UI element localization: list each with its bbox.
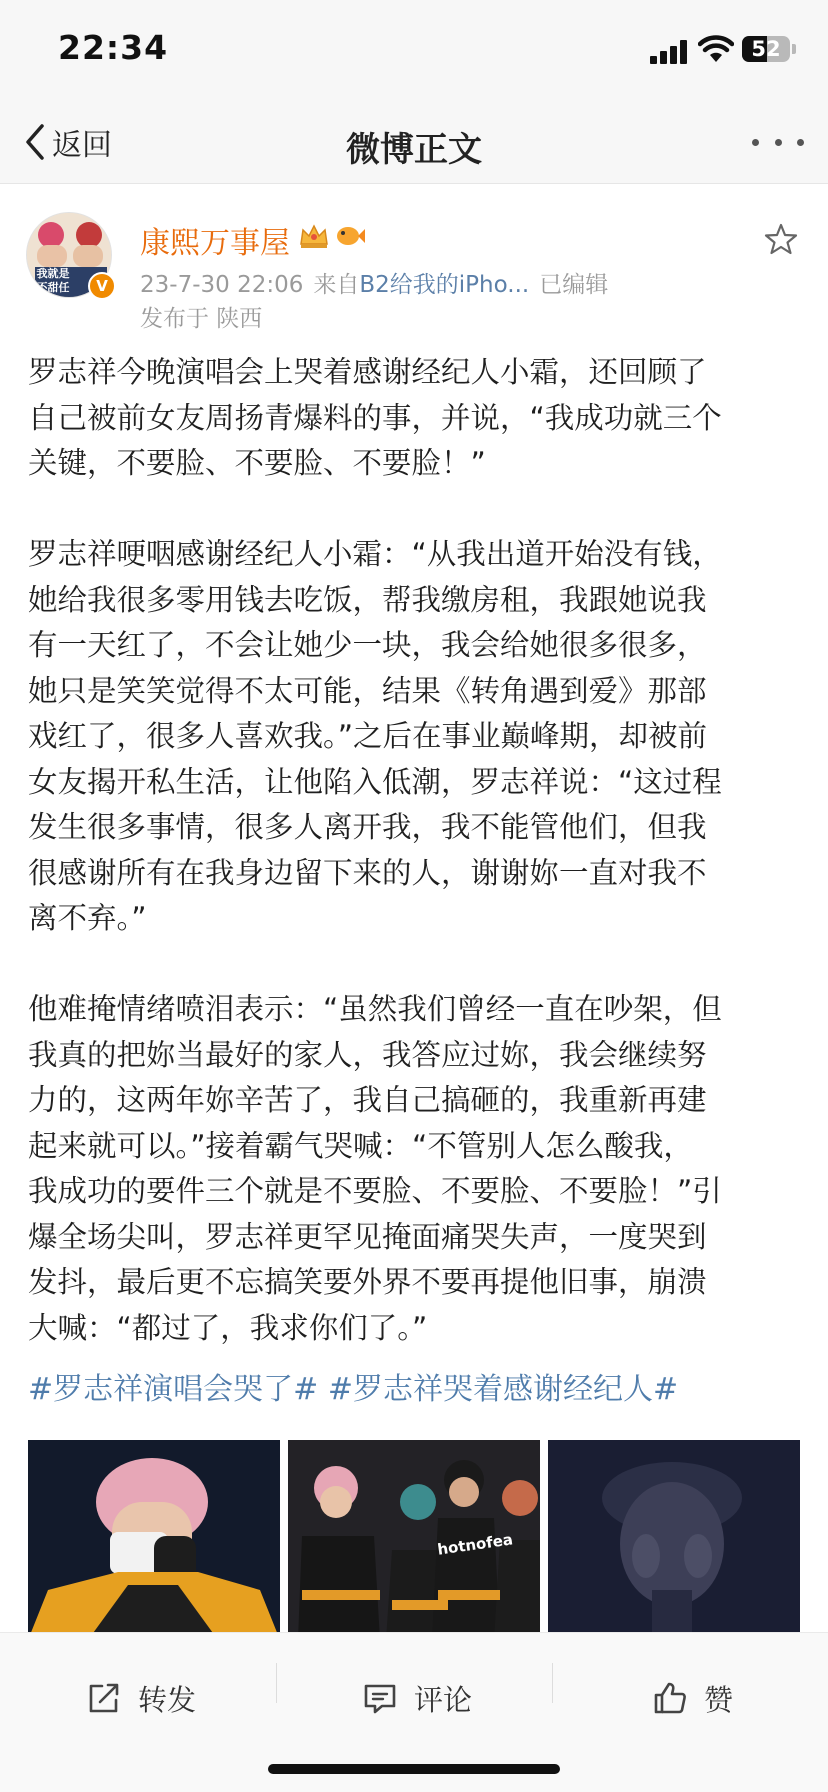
comment-label: 评论 <box>414 1682 473 1717</box>
like-label: 赞 <box>704 1682 734 1717</box>
more-dot <box>775 139 782 146</box>
repost-button[interactable] <box>86 1675 196 1721</box>
hashtags <box>28 1364 678 1408</box>
status-bar <box>0 0 828 100</box>
text-line: 发抖，最后更不忘搞笑要外界不要再提他旧事，崩溃 <box>28 1265 707 1299</box>
crown-icon[interactable] <box>298 222 330 250</box>
more-icon[interactable] <box>752 128 804 156</box>
text-line: 女友揭开私生活，让他陷入低潮，罗志祥说：“这过程 <box>28 764 722 799</box>
edited-label[interactable]: 已编辑 <box>539 272 609 298</box>
home-indicator[interactable] <box>268 1764 560 1774</box>
text-line: 力的，这两年妳辛苦了，我自己搞砸的，我重新再建 <box>28 1083 707 1117</box>
page-title: 微博正文 <box>346 130 482 170</box>
jersey-text: hotnofea <box>436 1530 514 1559</box>
comment-button[interactable] <box>362 1675 472 1721</box>
repost-icon <box>86 1680 122 1716</box>
post-meta <box>140 266 608 299</box>
battery-tip <box>792 44 796 54</box>
text-line: 发生很多事情，很多人离开我，我不能管他们，但我 <box>28 810 707 844</box>
text-line: 自己被前女友周扬青爆料的事，并说，“我成功就三个 <box>28 400 722 435</box>
post-text <box>28 350 804 1351</box>
text-line: 我成功的要件三个就是不要脸、不要脸、不要脸！”引 <box>28 1174 722 1208</box>
text-line: 很感谢所有在我身边留下来的人，谢谢妳一直对我不 <box>28 855 707 890</box>
post-image-2[interactable] <box>288 1440 540 1640</box>
photo-crying-singer <box>28 1440 280 1640</box>
like-icon <box>652 1680 688 1716</box>
text-line: 她给我很多零用钱去吃饭，帮我缴房租，我跟她说我 <box>28 582 707 617</box>
back-label: 返回 <box>52 128 112 163</box>
fish-icon[interactable] <box>334 222 366 250</box>
hashtag-link[interactable]: #罗志祥哭着感谢经纪人# <box>327 1372 679 1407</box>
star-icon[interactable] <box>764 222 798 256</box>
post-location: 发布于 陕西 <box>140 306 263 332</box>
photo-close-up <box>548 1440 800 1640</box>
like-button[interactable] <box>652 1675 733 1721</box>
post-image-1[interactable] <box>28 1440 280 1640</box>
text-line: 关键，不要脸、不要脸、不要脸！” <box>28 446 486 480</box>
battery-percent: 52 <box>751 37 781 61</box>
verified-badge: V <box>88 272 116 300</box>
text-line: 有一天红了，不会让她少一块，我会给她很多很多， <box>28 628 707 662</box>
text-line: 爆全场尖叫，罗志祥更罕见掩面痛哭失声，一度哭到 <box>28 1219 707 1254</box>
user-badges <box>298 222 366 250</box>
hashtag-link[interactable]: #罗志祥演唱会哭了# <box>28 1372 319 1407</box>
more-dot <box>752 139 759 146</box>
avatar-caption-1: 我就是 <box>36 267 70 280</box>
text-line: 罗志祥今晚演唱会上哭着感谢经纪人小霜，还回顾了 <box>28 355 707 389</box>
status-time: 22:34 <box>58 28 169 67</box>
text-line: 大喊：“都过了，我求你们了。” <box>28 1310 428 1345</box>
more-dot <box>797 139 804 146</box>
wifi-icon <box>698 34 734 64</box>
text-line: 我真的把妳当最好的家人，我答应过妳，我会继续努 <box>28 1037 707 1072</box>
text-line: 离不弃。” <box>28 901 147 935</box>
divider <box>276 1663 277 1703</box>
paragraph <box>28 987 804 1351</box>
paragraph <box>28 350 804 487</box>
signal-icon <box>650 40 690 64</box>
paragraph <box>28 532 804 942</box>
text-line: 起来就可以。”接着霸气哭喊：“不管别人怎么酸我， <box>28 1128 693 1163</box>
post-source[interactable]: B2给我的iPho... <box>359 272 530 298</box>
post-image-3[interactable] <box>548 1440 800 1640</box>
avatar-caption-2: 不甜任 <box>36 281 70 294</box>
battery-icon <box>742 36 790 62</box>
divider <box>552 1663 553 1703</box>
source-prefix: 来自 <box>313 272 360 298</box>
comment-icon <box>362 1680 398 1716</box>
text-line: 他难掩情绪喷泪表示：“虽然我们曾经一直在吵架，但 <box>28 992 722 1026</box>
text-line: 她只是笑笑觉得不太可能，结果《转角遇到爱》那部 <box>28 673 707 708</box>
post-time: 23-7-30 22:06 <box>140 272 304 298</box>
author-name[interactable]: 康熙万事屋 <box>140 226 290 261</box>
text-line: 戏红了，很多人喜欢我。”之后在事业巅峰期，却被前 <box>28 719 708 753</box>
nav-bar <box>0 100 828 184</box>
repost-label: 转发 <box>138 1682 197 1717</box>
photo-stage-group <box>288 1440 540 1640</box>
text-line: 罗志祥哽咽感谢经纪人小霜：“从我出道开始没有钱， <box>28 537 722 571</box>
